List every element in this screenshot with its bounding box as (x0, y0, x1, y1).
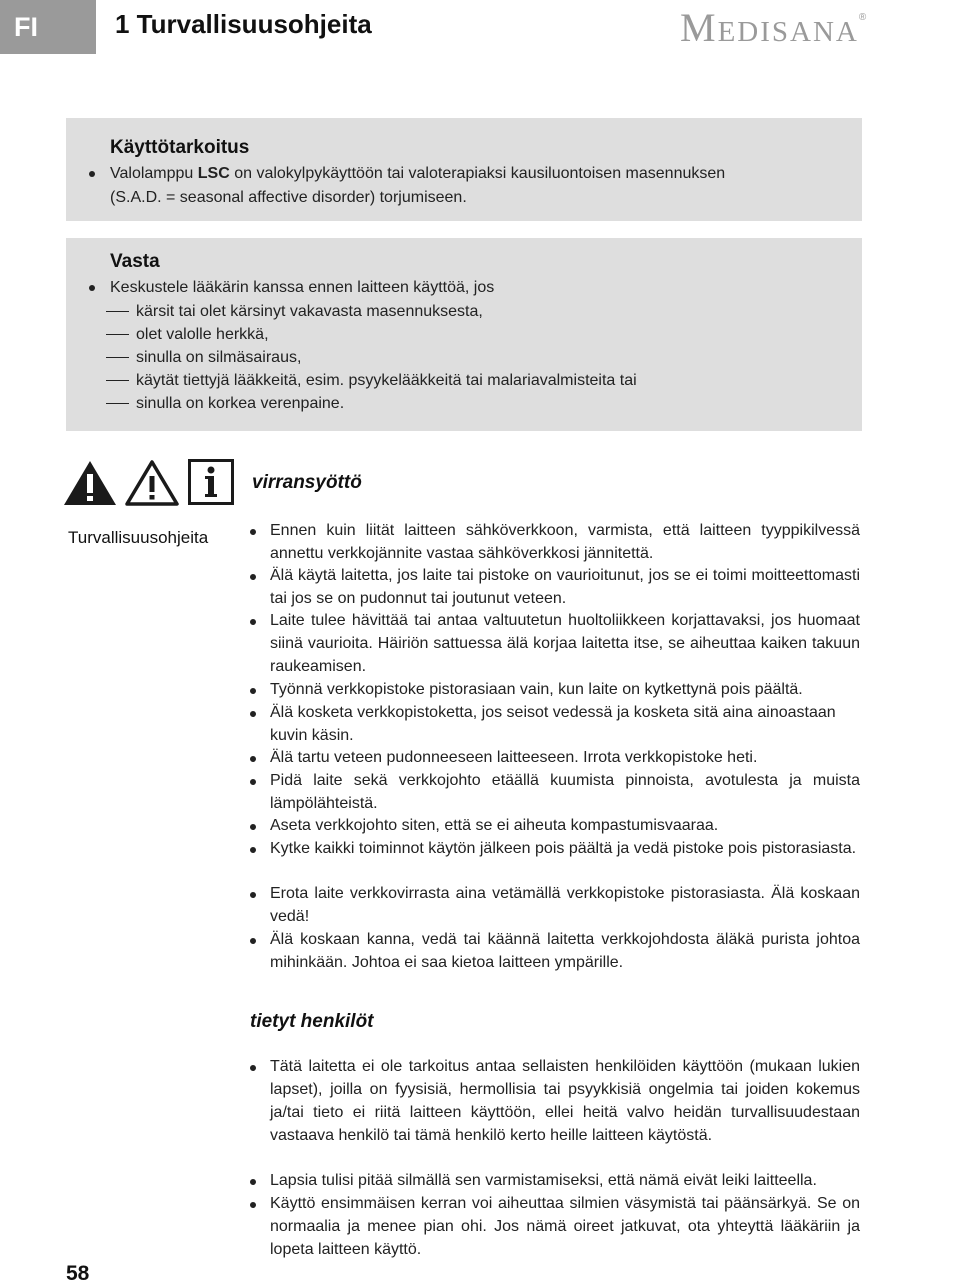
contraindication-item: olet valolle herkkä, (136, 326, 269, 343)
bullet-dot (250, 529, 256, 535)
safety-item: Laite tulee hävittää tai antaa valtuutetun huoltoliikkeen korjattavaksi, jos huomaat siinä vaurioita. Häiriön sattuessa älä korjaa laitetta itse, se aiheuttaa kaiken takuun raukeamisen. (270, 612, 860, 675)
dash-mark (106, 334, 129, 335)
intended-use-line2: (S.A.D. = seasonal affective disorder) torjumiseen. (110, 189, 467, 206)
contraindication-item: sinulla on silmäsairaus, (136, 349, 302, 366)
safety-item: Pidä laite sekä verkkojohto etäällä kuumista pinnoista, avotulesta ja muista lämpölähteistä. (270, 772, 860, 812)
bullet-dot (250, 1179, 256, 1185)
safety-item: Älä koskaan kanna, vedä tai käännä laitetta verkkojohdosta äläkä purista johtoa mihinkään. Johtoa ei saa kietoa laitteen ympärille. (270, 931, 860, 971)
bullet-dot (250, 892, 256, 898)
bullet-dot (250, 711, 256, 717)
bullet-dot (250, 779, 256, 785)
section-heading-power: virransyöttö (252, 472, 362, 493)
bullet-dot (250, 619, 256, 625)
section-heading-persons: tietyt henkilöt (250, 1011, 374, 1032)
safety-item: Älä kosketa verkkopistoketta, jos seisot vedessä ja kosketa sitä aina ainoastaan kuvin käsin. (270, 704, 836, 744)
contraindications-heading: Vasta (110, 251, 160, 272)
dash-mark (106, 357, 129, 358)
dash-mark (106, 311, 129, 312)
language-code: FI (14, 11, 38, 42)
bullet-dot (89, 285, 95, 291)
bullet-dot (250, 1202, 256, 1208)
safety-item: Erota laite verkkovirrasta aina vetämällä verkkopistoke pistorasiasta. Älä koskaan vedä! (270, 885, 860, 925)
intended-use-line1: Valolamppu LSC on valokylpykäyttöön tai valoterapiaksi kausiluontoisen masennuksen (110, 165, 726, 182)
bullet-dot (250, 1065, 256, 1071)
dash-mark (106, 403, 129, 404)
safety-item: Työnnä verkkopistoke pistorasiaan vain, kun laite on kytkettynä pois päältä. (270, 681, 803, 698)
safety-item: Kytke kaikki toiminnot käytön jälkeen pois päältä ja vedä pistoke pois pistorasiasta. (270, 840, 857, 857)
bullet-dot (250, 756, 256, 762)
safety-item: Älä käytä laitetta, jos laite tai pistoke on vaurioitunut, jos se ei toimi moitteettomasti tai jos se on pudonnut tai joutunut veteen. (270, 567, 860, 607)
dash-mark (106, 380, 129, 381)
warning-icon (124, 459, 180, 507)
bullet-dot (250, 847, 256, 853)
intended-use-heading: Käyttötarkoitus (110, 137, 250, 158)
safety-item: Ennen kuin liität laitteen sähköverkkoon, varmista, että laitteen tyyppikilvessä annettu verkkojännite vastaa sähköverkkosi jännitettä. (270, 522, 860, 562)
contraindication-item: kärsit tai olet kärsinyt vakavasta masennuksesta, (136, 303, 483, 320)
brand-logo: MEDISANA® (680, 5, 869, 50)
persons-item: Lapsia tulisi pitää silmällä sen varmistamiseksi, että nämä eivät leiki laitteella. (270, 1172, 817, 1189)
contraindication-item: käytät tiettyjä lääkkeitä, esim. psyykelääkkeitä tai malariavalmisteita tai (136, 372, 637, 389)
persons-item: Käyttö ensimmäisen kerran voi aiheuttaa silmien väsymistä tai päänsärkyä. Se on normaalia ja menee pian ohi. Jos nämä oireet jatkuvat, ota yhteyttä lääkäriin ja lopeta laitteen käyttö. (270, 1195, 860, 1258)
contraindication-item: sinulla on korkea verenpaine. (136, 395, 345, 412)
safety-item: Aseta verkkojohto siten, että se ei aiheuta kompastumisvaaraa. (270, 817, 719, 834)
info-icon (188, 459, 234, 505)
danger-icon (62, 459, 118, 507)
page-number: 58 (66, 1262, 90, 1285)
safety-item: Älä tartu veteen pudonneeseen laitteeseen. Irrota verkkopistoke heti. (270, 749, 758, 766)
bullet-dot (250, 938, 256, 944)
bullet-dot (250, 824, 256, 830)
page-title: 1 Turvallisuusohjeita (115, 9, 372, 39)
bullet-dot (89, 171, 95, 177)
bullet-dot (250, 688, 256, 694)
language-tab (0, 0, 96, 54)
contraindications-lead: Keskustele lääkärin kanssa ennen laitteen käyttöä, jos (110, 279, 495, 296)
bullet-dot (250, 574, 256, 580)
side-label: Turvallisuusohjeita (68, 528, 209, 547)
persons-item: Tätä laitetta ei ole tarkoitus antaa sellaisten henkilöiden käyttöön (mukaan lukien lapset), joilla on fyysisiä, hermollisia tai psyykkisiä ongelmia tai joiden kokemus ja/tai tieto ei riitä laitteen käyttöön, ellei heitä valvo heidän turvallisuudestaan vastaava henkilö tai tämä henkilö kerto heille laitteen käytöstä. (270, 1058, 860, 1144)
